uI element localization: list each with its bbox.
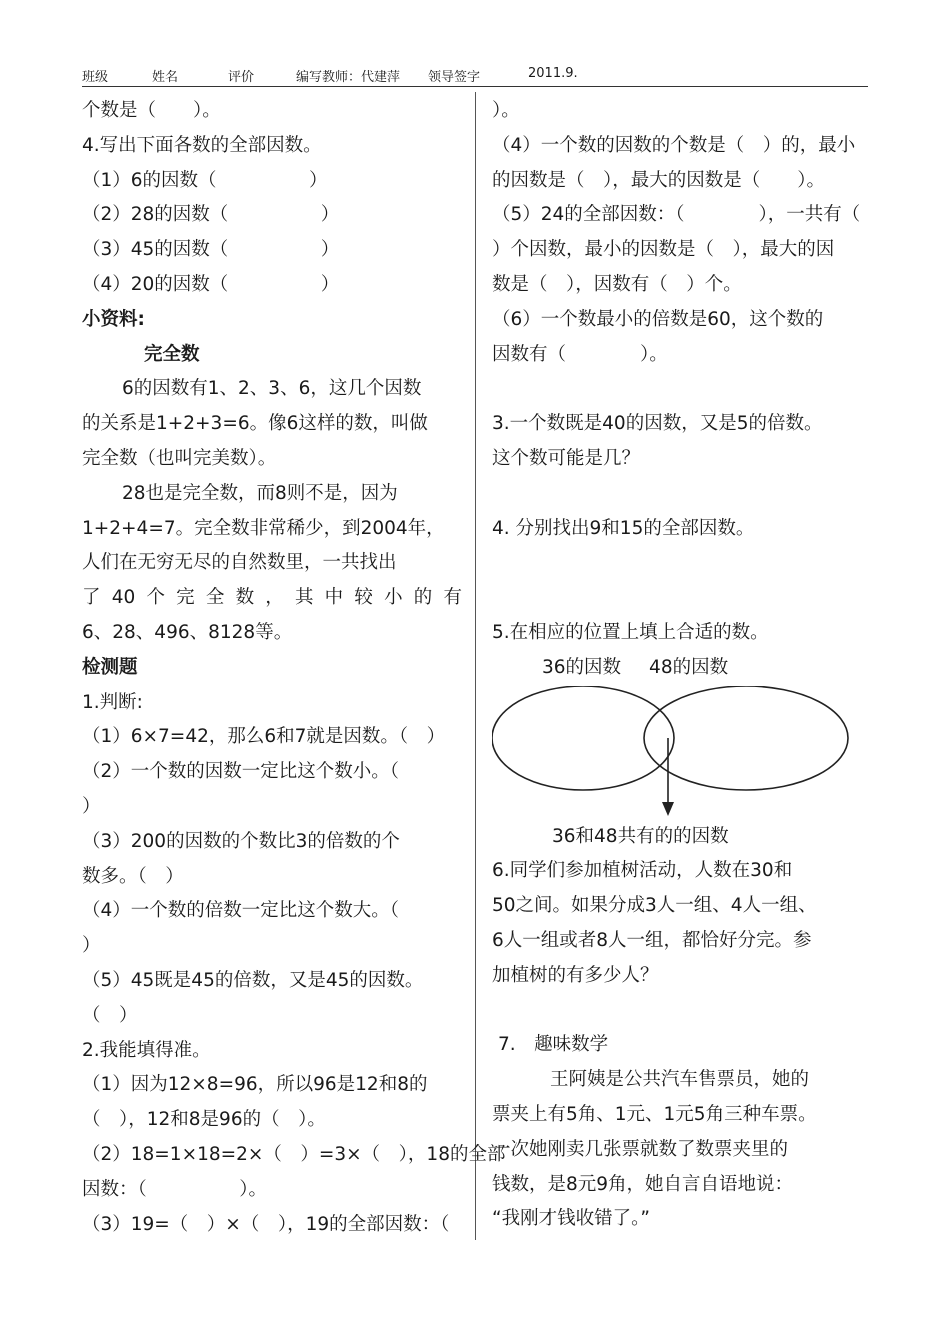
eval-label: 评价 <box>228 70 255 85</box>
judge-item: （5）45既是45的倍数，又是45的因数。 <box>82 969 424 991</box>
paragraph-line: 了40个完全数，其中较小的有 <box>82 587 462 609</box>
judge-item: （ ） <box>82 1004 138 1026</box>
question-6: 50之间。如果分成3人一组、4人一组、 <box>492 895 817 917</box>
question-7-line: 王阿姨是公共汽车售票员，她的 <box>550 1069 810 1091</box>
judge-item: （2）一个数的因数一定比这个数小。（ <box>82 761 400 783</box>
question-7-title: 7. 趣味数学 <box>498 1034 609 1056</box>
question-4-item: （3）45的因数（ ） <box>82 239 340 261</box>
question-4: 4. 分别找出9和15的全部因数。 <box>492 517 755 539</box>
venn-left-label: 36的因数 <box>542 656 622 678</box>
info-subtitle: 完全数 <box>144 343 200 365</box>
question-7-line: 一次她刚卖几张票就数了数票夹里的 <box>492 1138 789 1160</box>
leader-sign-label: 领导签字 <box>428 70 481 85</box>
fill-item: 因数：（ ）。 <box>82 1178 268 1200</box>
left-column <box>82 94 506 1242</box>
text-line: 数是（ ），因数有（ ）个。 <box>492 273 742 295</box>
judge-item: ） <box>82 795 101 817</box>
test-title: 检测题 <box>82 656 138 678</box>
venn-left-circle <box>492 686 674 790</box>
venn-svg <box>492 686 878 820</box>
right-column <box>492 94 878 1237</box>
text-line: ）个因数，最小的因数是（ ），最大的因 <box>492 239 835 261</box>
judge-item: 数多。（ ） <box>82 865 184 887</box>
paragraph-line: 28也是完全数，而8则不是，因为 <box>122 482 398 504</box>
fill-item: （3）19=（ ）×（ ），19的全部因数：（ <box>82 1213 450 1235</box>
info-title: 小资料: <box>82 308 145 330</box>
fill-title: 2.我能填得准。 <box>82 1039 211 1061</box>
fill-item: （2）18=1×18=2×（ ）=3×（ ），18的全部 <box>82 1143 506 1165</box>
text-line: （5）24的全部因数：（ ），一共有（ <box>492 204 861 226</box>
judge-item: （1）6×7=42，那么6和7就是因数。（ ） <box>82 726 446 748</box>
text-line: ）。 <box>492 100 520 121</box>
paragraph-line: 6的因数有1、2、3、6，这几个因数 <box>122 378 422 400</box>
venn-diagram <box>492 686 878 820</box>
question-6: 加植树的有多少人？ <box>492 964 659 986</box>
question-6: 6人一组或者8人一组，都恰好分完。参 <box>492 929 812 951</box>
venn-right-label: 48的因数 <box>649 656 729 678</box>
venn-common-label: 36和48共有的的因数 <box>552 825 729 847</box>
fill-item: （1）因为12×8=96，所以96是12和8的 <box>82 1074 428 1096</box>
class-label: 班级 <box>82 70 109 85</box>
question-4-item: （1）6的因数（ ） <box>82 169 328 191</box>
author-label: 编写教师：代建萍 <box>296 70 401 85</box>
question-3: 这个数可能是几？ <box>492 447 641 469</box>
question-3: 3.一个数既是40的因数，又是5的倍数。 <box>492 413 823 435</box>
judge-item: （3）200的因数的个数比3的倍数的个 <box>82 830 400 852</box>
question-6: 6.同学们参加植树活动，人数在30和 <box>492 860 793 882</box>
question-4-item: （4）20的因数（ ） <box>82 273 340 295</box>
paragraph-line: 1+2+4=7。完全数非常稀少，到2004年， <box>82 517 445 539</box>
judge-item: （4）一个数的倍数一定比这个数大。（ <box>82 900 400 922</box>
text-line: （6）一个数最小的倍数是60，这个数的 <box>492 308 824 330</box>
paragraph-line: 完全数（也叫完美数）。 <box>82 447 277 469</box>
question-5: 5.在相应的位置上填上合适的数。 <box>492 621 769 643</box>
venn-labels <box>492 651 878 686</box>
judge-item: ） <box>82 935 101 957</box>
question-7-line: “我刚才钱收错了。” <box>492 1208 650 1230</box>
paragraph-line: 人们在无穷无尽的自然数里，一共找出 <box>82 552 397 574</box>
text-line: （4）一个数的因数的个数是（ ）的，最小 <box>492 134 856 156</box>
name-label: 姓名 <box>152 70 179 85</box>
text-line: 因数有（ ）。 <box>492 343 668 365</box>
text-line: 个数是（ ）。 <box>82 100 221 121</box>
paragraph-line: 的关系是1+2+3=6。像6这样的数，叫做 <box>82 413 428 435</box>
paragraph-line: 6、28、496、8128等。 <box>82 621 293 643</box>
question-4-title: 4.写出下面各数的全部因数。 <box>82 134 322 156</box>
fill-item: （ ），12和8是96的（ ）。 <box>82 1109 326 1131</box>
question-4-item: （2）28的因数（ ） <box>82 204 340 226</box>
judge-title: 1.判断: <box>82 691 143 713</box>
venn-arrow-head <box>662 802 674 816</box>
question-7-line: 钱数，是8元9角，她自言自语地说： <box>492 1173 794 1195</box>
text-line: 的因数是（ ），最大的因数是（ ）。 <box>492 169 826 191</box>
question-7-line: 票夹上有5角、1元、1元5角三种车票。 <box>492 1103 817 1125</box>
page-header <box>82 66 868 87</box>
date-label: 2011.9. <box>528 66 578 81</box>
column-divider <box>475 92 476 1240</box>
